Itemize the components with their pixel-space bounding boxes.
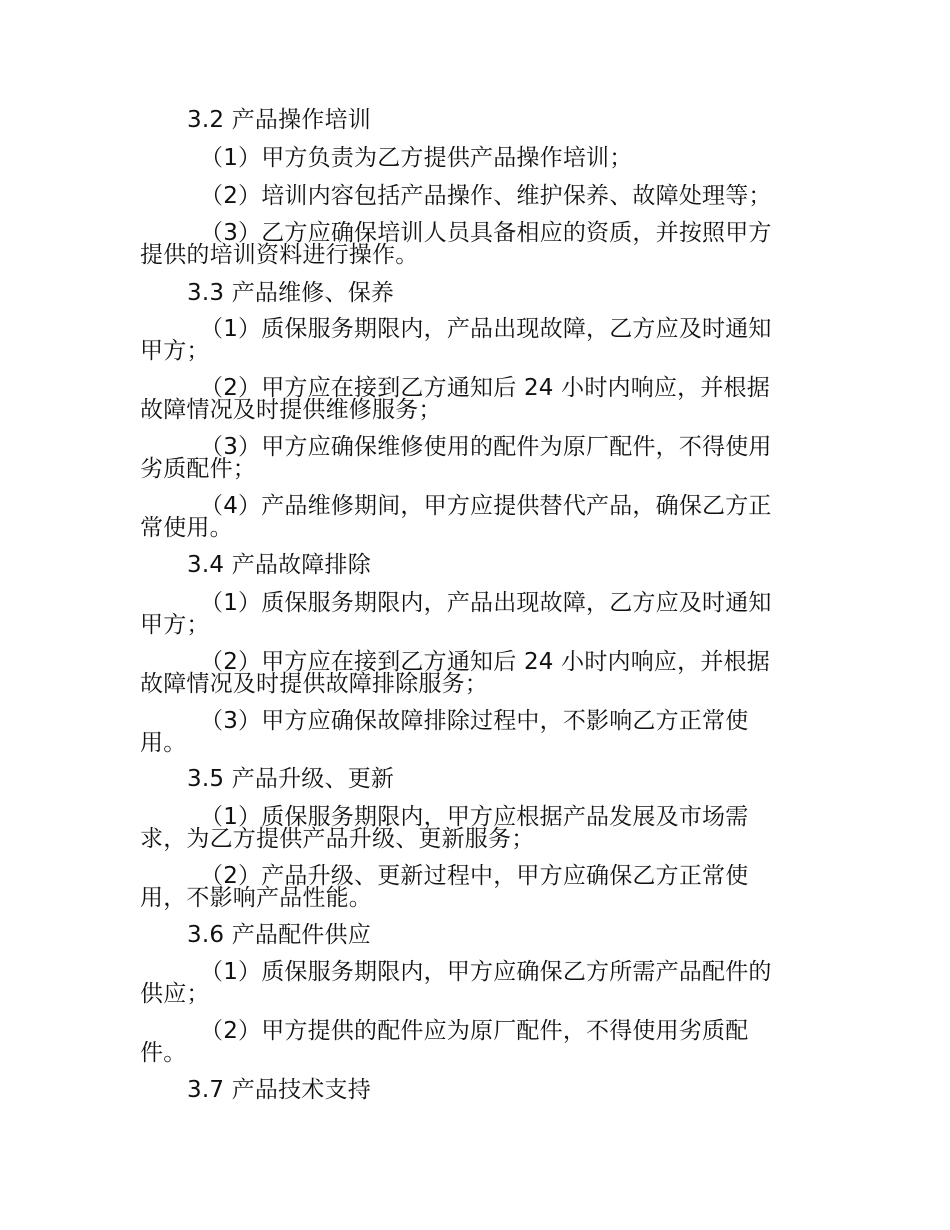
list-item-continuation: 提供的培训资料进行操作。: [140, 242, 419, 268]
list-item-continuation: 甲方；: [140, 612, 210, 638]
list-item-continuation: 供应；: [140, 981, 210, 1007]
list-item: （3）乙方应确保培训人员具备相应的资质，并按照甲方: [200, 220, 772, 246]
list-item-continuation: 故障情况及时提供维修服务；: [140, 397, 442, 423]
list-item-continuation: 件。: [140, 1040, 187, 1066]
list-item: （2）产品升级、更新过程中，甲方应确保乙方正常使: [200, 863, 749, 889]
list-item: （3）甲方应确保故障排除过程中，不影响乙方正常使: [200, 708, 749, 734]
list-item: （1）质保服务期限内，产品出现故障，乙方应及时通知: [200, 316, 772, 342]
list-item: （1）质保服务期限内，产品出现故障，乙方应及时通知: [200, 590, 772, 616]
list-item: （4）产品维修期间，甲方应提供替代产品，确保乙方正: [200, 493, 772, 519]
list-item: （1）甲方负责为乙方提供产品操作培训；: [200, 145, 633, 171]
section-heading: 3.7 产品技术支持: [187, 1077, 371, 1103]
list-item-continuation: 故障情况及时提供故障排除服务；: [140, 671, 488, 697]
list-item-continuation: 用。: [140, 730, 187, 756]
list-item-continuation: 甲方；: [140, 338, 210, 364]
list-item: （1）质保服务期限内，甲方应确保乙方所需产品配件的: [200, 959, 772, 985]
list-item: （3）甲方应确保维修使用的配件为原厂配件，不得使用: [200, 434, 772, 460]
list-item-continuation: 用，不影响产品性能。: [140, 885, 372, 911]
section-heading: 3.4 产品故障排除: [187, 552, 371, 578]
list-item: （2）甲方应在接到乙方通知后 24 小时内响应，并根据: [200, 649, 770, 675]
list-item-continuation: 劣质配件；: [140, 456, 256, 482]
list-item-continuation: 常使用。: [140, 515, 233, 541]
section-heading: 3.2 产品操作培训: [187, 107, 371, 133]
list-item-continuation: 求，为乙方提供产品升级、更新服务；: [140, 826, 535, 852]
list-item: （1）质保服务期限内，甲方应根据产品发展及市场需: [200, 804, 749, 830]
section-heading: 3.3 产品维修、保养: [187, 280, 395, 306]
list-item: （2）甲方提供的配件应为原厂配件，不得使用劣质配: [200, 1018, 749, 1044]
list-item: （2）甲方应在接到乙方通知后 24 小时内响应，并根据: [200, 375, 770, 401]
section-heading: 3.5 产品升级、更新: [187, 766, 395, 792]
list-item: （2）培训内容包括产品操作、维护保养、故障处理等；: [200, 183, 772, 209]
section-heading: 3.6 产品配件供应: [187, 922, 371, 948]
